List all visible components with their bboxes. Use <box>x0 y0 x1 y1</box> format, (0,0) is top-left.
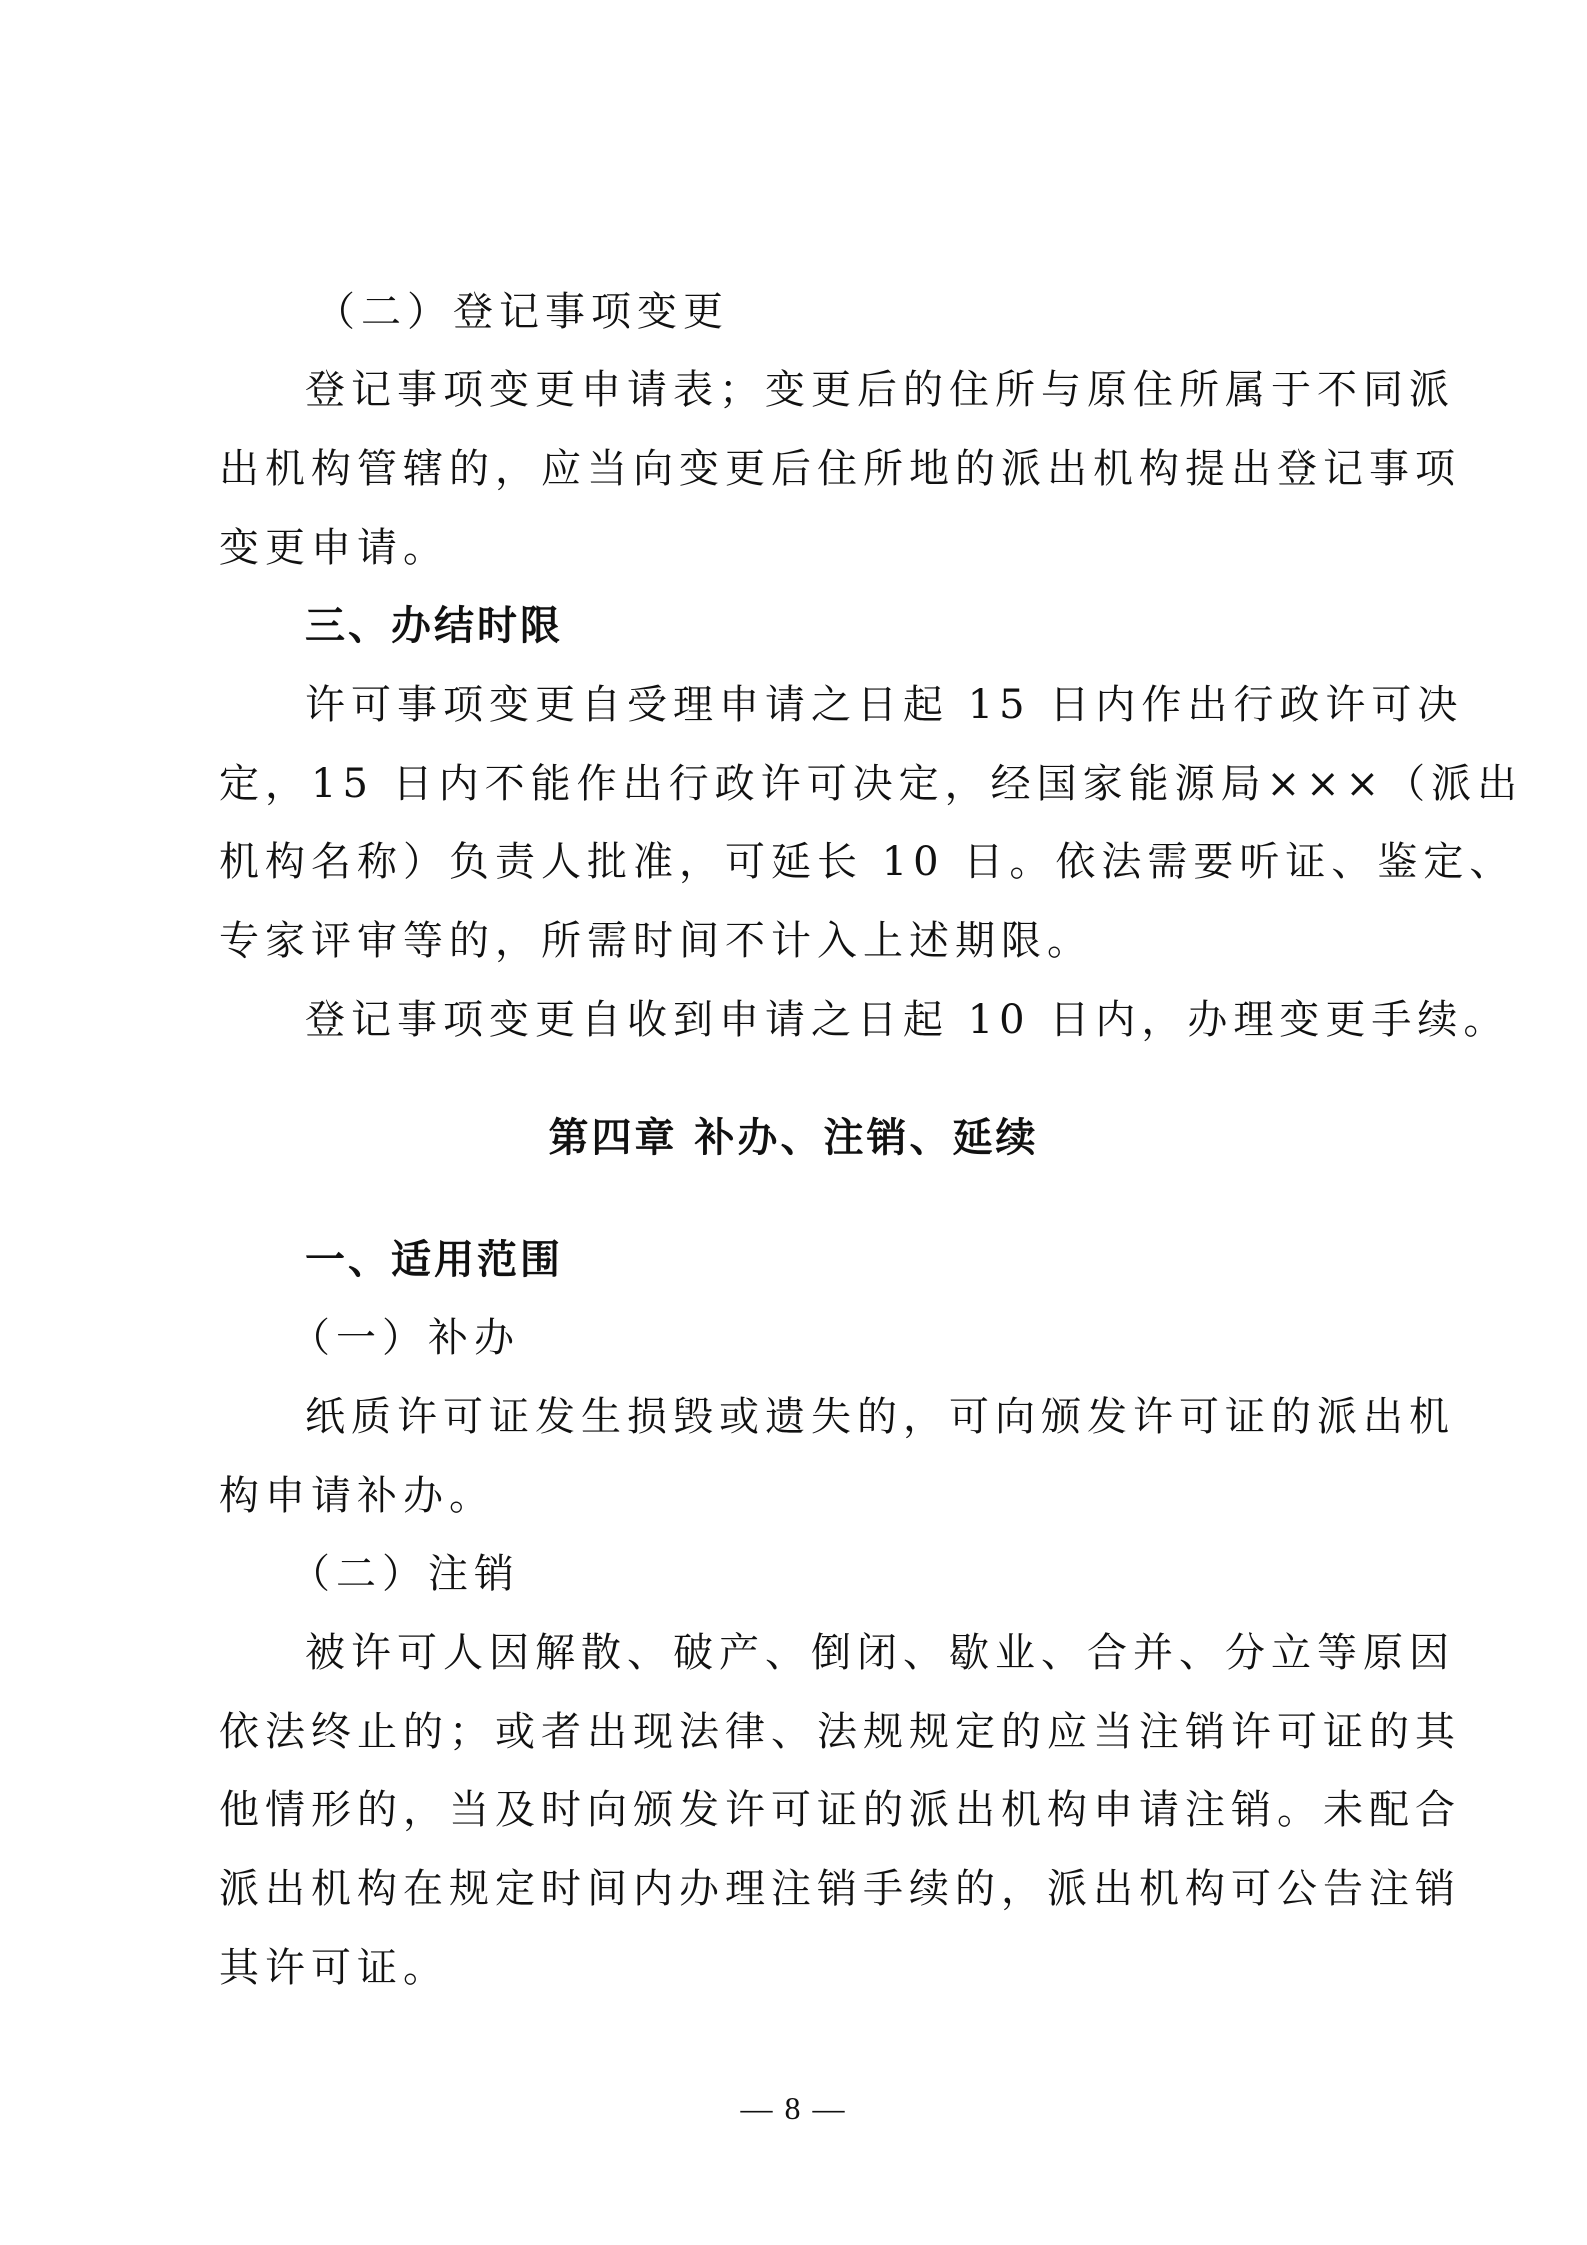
paragraph-line: 他情形的，当及时向颁发许可证的派出机构申请注销。未配合 <box>219 1787 1461 1833</box>
paragraph-line: 许可事项变更自受理申请之日起 15 日内作出行政许可决 <box>305 682 1464 728</box>
subheading-reissue: （一）补办 <box>290 1315 520 1361</box>
paragraph-line: 纸质许可证发生损毁或遗失的，可向颁发许可证的派出机 <box>305 1394 1455 1440</box>
paragraph-line: 依法终止的；或者出现法律、法规规定的应当注销许可证的其 <box>219 1709 1461 1755</box>
subheading-registration-change: （二）登记事项变更 <box>315 289 729 335</box>
paragraph-line: 机构名称）负责人批准，可延长 10 日。依法需要听证、鉴定、 <box>219 839 1516 885</box>
paragraph-line: 专家评审等的，所需时间不计入上述期限。 <box>219 918 1093 964</box>
heading-scope: 一、适用范围 <box>305 1237 563 1283</box>
paragraph-line: 其许可证。 <box>219 1945 449 1991</box>
paragraph-line: 登记事项变更自收到申请之日起 10 日内，办理变更手续。 <box>305 997 1510 1043</box>
page-number: — 8 — <box>740 2090 847 2126</box>
paragraph-line: 定，15 日内不能作出行政许可决定，经国家能源局×××（派出 <box>219 761 1524 807</box>
chapter-title: 第四章 补办、注销、延续 <box>548 1115 1039 1161</box>
paragraph-line: 变更申请。 <box>219 525 449 571</box>
paragraph-line: 派出机构在规定时间内办理注销手续的，派出机构可公告注销 <box>219 1866 1461 1912</box>
paragraph-line: 被许可人因解散、破产、倒闭、歇业、合并、分立等原因 <box>305 1630 1455 1676</box>
paragraph-line: 构申请补办。 <box>219 1473 495 1519</box>
paragraph-line: 登记事项变更申请表；变更后的住所与原住所属于不同派 <box>305 367 1455 413</box>
heading-time-limit: 三、办结时限 <box>305 603 563 649</box>
subheading-cancellation: （二）注销 <box>290 1551 520 1597</box>
paragraph-line: 出机构管辖的，应当向变更后住所地的派出机构提出登记事项 <box>219 446 1461 492</box>
